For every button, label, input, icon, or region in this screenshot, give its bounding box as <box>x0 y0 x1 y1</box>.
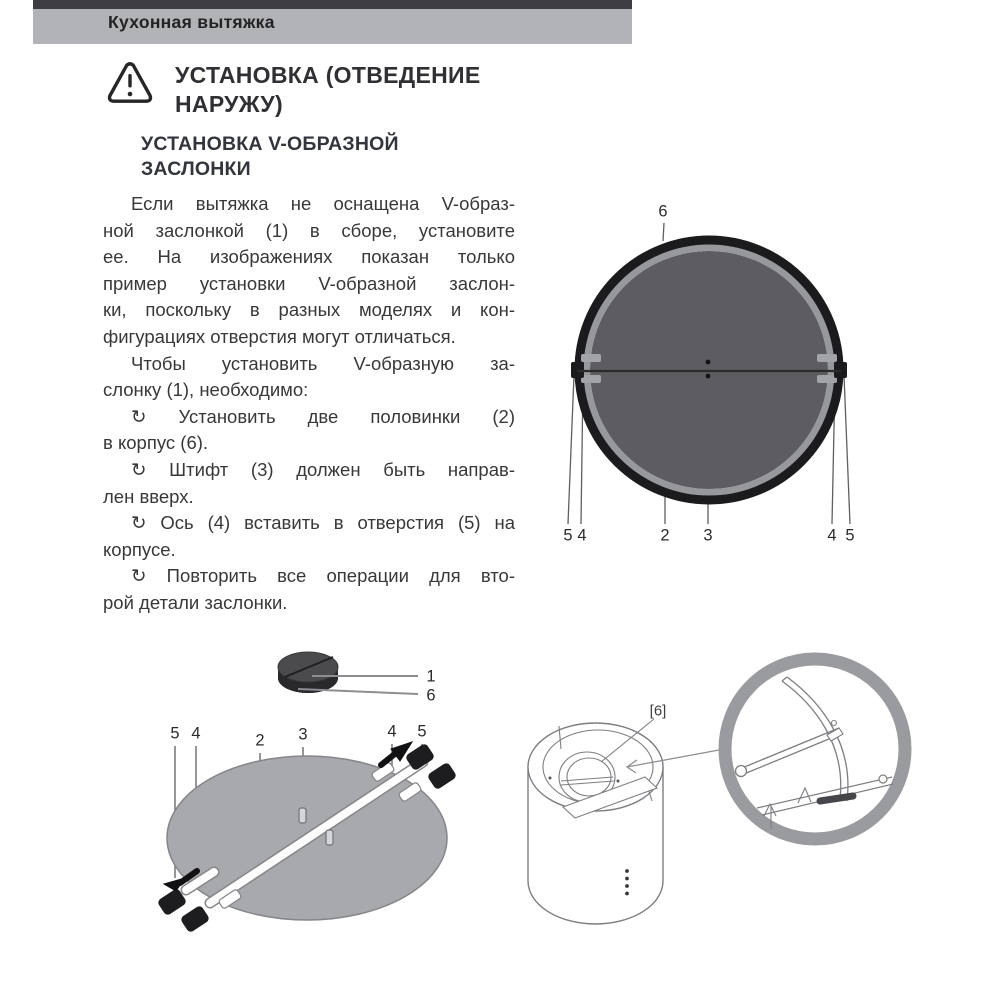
body-line: ее. На изображениях показан только <box>103 246 515 268</box>
body-line: ной заслонкой (1) в сборе, установите <box>103 219 515 241</box>
callout-axis-4: 4 <box>387 722 397 741</box>
callout-hole-5: 5 <box>417 722 427 741</box>
callout-half-2: 2 <box>660 526 670 545</box>
body-line: рой детали заслонки. <box>103 591 288 613</box>
callout-axis-4: 4 <box>577 526 587 545</box>
page-title: Кухонная вытяжка <box>108 12 275 32</box>
warning-exclamation-bar <box>128 74 131 88</box>
callout-body-6: 6 <box>426 686 436 705</box>
body-line: ↻ Установить две половинки (2) <box>131 405 515 427</box>
valve-front-drawing <box>545 195 965 555</box>
valve-parts-drawing <box>150 640 460 960</box>
callout-axis-4: 4 <box>827 526 837 545</box>
body-line: ↻ Ось (4) вставить в отверстия (5) на <box>131 512 515 534</box>
section-heading-line1: УСТАНОВКА (ОТВЕДЕНИЕ <box>175 62 481 88</box>
section-heading-line2: НАРУЖУ) <box>175 91 283 117</box>
callout-pin-3: 3 <box>298 725 308 744</box>
body-line: ки, поскольку в разных моделях и кон- <box>103 299 515 321</box>
callout-hood-body-6: [6] <box>649 702 667 720</box>
callout-assembled-1: 1 <box>426 667 436 686</box>
body-line: корпусе. <box>103 538 176 560</box>
callout-body-6: 6 <box>658 202 668 221</box>
valve-front-diagram <box>545 195 965 555</box>
body-line: Если вытяжка не оснащена V-образ- <box>131 193 515 214</box>
body-line: фигурациях отверстия могут отличаться. <box>103 325 456 347</box>
valve-parts-diagram <box>150 640 460 960</box>
hood-body-drawing <box>515 640 955 940</box>
sub-heading <box>141 132 399 182</box>
sub-heading-line2: ЗАСЛОНКИ <box>141 158 251 180</box>
body-line: ↻ Повторить все операции для вто- <box>131 565 515 587</box>
section-heading <box>175 61 480 119</box>
sub-heading-line1: УСТАНОВКА V-ОБРАЗНОЙ <box>141 133 399 155</box>
callout-hole-5: 5 <box>845 526 855 545</box>
warning-exclamation-dot <box>128 92 133 97</box>
body-text <box>103 191 515 617</box>
body-line: в корпус (6). <box>103 432 209 454</box>
callout-hole-5: 5 <box>170 724 180 743</box>
callout-pin-3: 3 <box>703 526 713 545</box>
hood-body-diagram <box>515 640 955 940</box>
body-line: Чтобы установить V-образную за- <box>131 352 515 374</box>
header-top-strip <box>33 0 632 9</box>
body-line: слонку (1), необходимо: <box>103 379 309 401</box>
callout-half-2: 2 <box>255 731 265 750</box>
assembled-valve-disc <box>278 652 338 693</box>
body-line: ↻ Штифт (3) должен быть направ- <box>131 458 515 480</box>
callout-hole-5: 5 <box>563 526 573 545</box>
body-line: пример установки V-образной заслон- <box>103 272 515 294</box>
warning-icon <box>105 60 155 106</box>
body-line: лен вверх. <box>103 485 194 507</box>
magnifier-ring <box>725 659 905 839</box>
callout-axis-4: 4 <box>191 724 201 743</box>
